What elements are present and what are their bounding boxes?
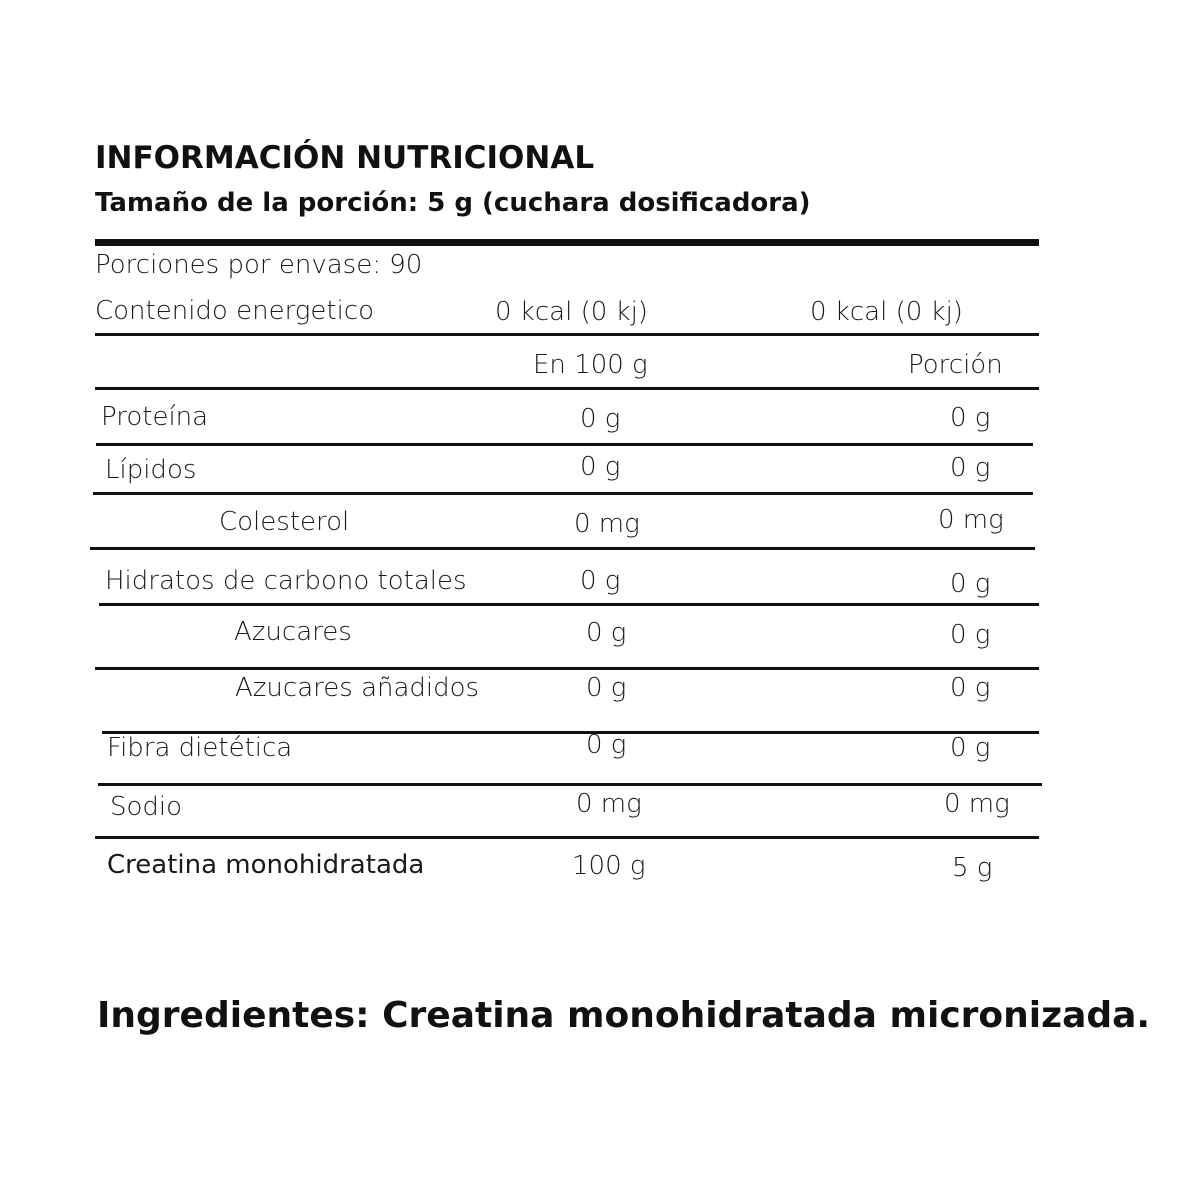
nutrient-label: Creatina monohidratada [107, 850, 425, 880]
nutrient-per-100g: 0 mg [574, 509, 640, 539]
column-header-per-100g: En 100 g [533, 350, 648, 380]
nutrient-per-100g: 0 g [580, 452, 621, 482]
nutrient-label: Sodio [110, 792, 183, 822]
top-rule [95, 239, 1039, 246]
nutrient-per-100g: 0 g [586, 618, 627, 648]
nutrient-per-portion: 0 g [950, 403, 991, 433]
nutrient-per-portion: 0 mg [944, 789, 1010, 819]
nutrient-label: Azucares añadidos [235, 673, 480, 703]
divider [95, 667, 1039, 670]
nutrient-per-100g: 0 mg [576, 789, 642, 819]
nutrient-per-100g: 0 g [586, 730, 627, 760]
nutrient-per-portion: 0 g [950, 673, 991, 703]
divider [90, 547, 1035, 550]
nutrient-label: Fibra dietética [107, 733, 293, 763]
nutrient-per-100g: 0 g [580, 566, 621, 596]
nutrient-label: Colesterol [219, 507, 350, 537]
divider [95, 387, 1039, 390]
nutrient-per-100g: 0 g [586, 673, 627, 703]
divider [99, 603, 1039, 606]
energy-label: Contenido energetico [95, 296, 375, 326]
energy-per-100g: 0 kcal (0 kj) [495, 297, 648, 327]
nutrient-per-portion: 0 g [950, 733, 991, 763]
servings-per-container: Porciones por envase: 90 [95, 250, 423, 280]
nutrient-label: Hidratos de carbono totales [105, 566, 467, 596]
nutrient-per-100g: 0 g [580, 404, 621, 434]
label-title: INFORMACIÓN NUTRICIONAL [95, 140, 595, 176]
nutrient-label: Azucares [234, 617, 352, 647]
nutrient-label: Lípidos [105, 455, 197, 485]
column-header-per-portion: Porción [908, 350, 1003, 380]
nutrient-per-portion: 0 g [950, 620, 991, 650]
nutrient-per-portion: 0 g [950, 569, 991, 599]
divider [96, 443, 1033, 446]
serving-size: Tamaño de la porción: 5 g (cuchara dosificadora) [95, 188, 811, 218]
nutrient-per-portion: 0 mg [938, 505, 1004, 535]
divider [95, 836, 1039, 839]
energy-per-portion: 0 kcal (0 kj) [810, 297, 963, 327]
divider [95, 333, 1039, 336]
divider [93, 492, 1033, 495]
ingredients-statement: Ingredientes: Creatina monohidratada micronizada. [97, 995, 1151, 1036]
nutrient-label: Proteína [101, 402, 209, 432]
divider [98, 783, 1042, 786]
nutrient-per-portion: 5 g [952, 853, 993, 883]
nutrient-per-portion: 0 g [950, 453, 991, 483]
nutrient-per-100g: 100 g [572, 851, 646, 881]
